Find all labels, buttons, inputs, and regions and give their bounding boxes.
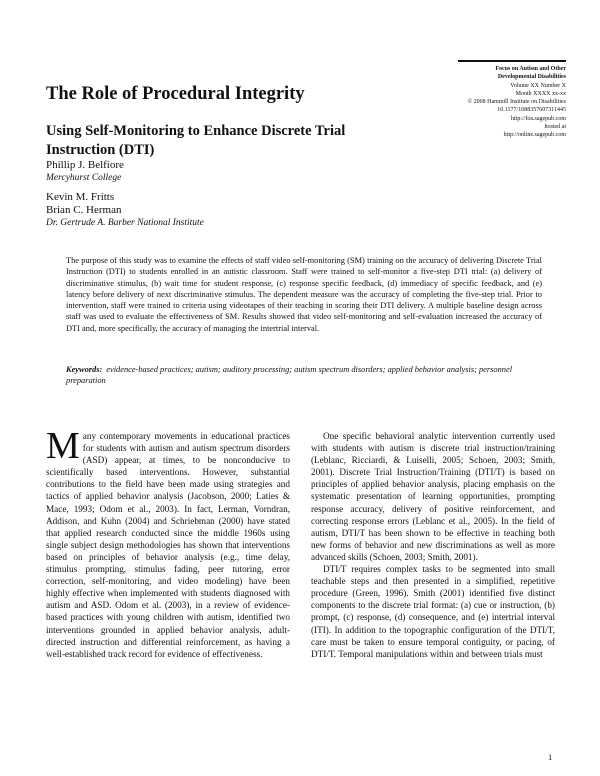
article-subtitle: Using Self-Monitoring to Enhance Discrete Trial Instruction (DTI)	[46, 123, 346, 158]
journal-hosted-url[interactable]: http://online.sagepub.com	[503, 132, 566, 139]
journal-doi: 10.1177/1088357607311445	[497, 107, 566, 114]
author-name: Kevin M. Fritts	[46, 191, 115, 203]
body-column-left	[46, 425, 290, 660]
drop-cap: M	[46, 425, 80, 467]
journal-info	[458, 60, 566, 140]
body-column-right	[311, 430, 555, 660]
author-name: Phillip J. Belfiore	[46, 159, 124, 171]
author-name: Brian C. Herman	[46, 204, 122, 216]
paragraph-text: any contemporary movements in educational practices for students with autism and autism spectrum disorders (ASD) appear, at times, to be nonconducive to scientifically based interventions. However, substantial contributions to the field have been made using strategies and tactics of applied behavior analysis (Jacobson, 2000; Laties & Mace, 1993; Odom et al., 2003). In fact, Lerman, Vorndran, Addison, and Kuhn (2004) and Schriebman (2000) have stated that applied research conducted since the middle 1960s using single subject design methodologies has shown that interventions based on principles of behavior analysis (e.g., time delay, stimulus prompting, stimulus fading, peer tutoring, error correction, self-monitoring, and video modeling) have been highly effective when implemented with students diagnosed with autism and ASD. Odom et al. (2003), in a review of evidence-based practices with young children with autism, identified two interventions grounded in applied behavior analysis, adult-directed instruction and differential reinforcement, as having a well-established track record for evidence of effectiveness.	[46, 431, 290, 659]
journal-date: Month XXXX xx-xx	[515, 90, 566, 97]
page-number: 1	[548, 752, 553, 762]
journal-name: Focus on Autism and Other Developmental Disabilities	[495, 66, 566, 81]
journal-copyright: © 2008 Hammill Institute on Disabilities	[467, 99, 566, 106]
journal-url[interactable]: http://foa.sagepub.com	[511, 115, 566, 122]
keywords-text: evidence-based practices; autism; auditory processing; autism spectrum disorders; applied behavior analysis; personnel preparation	[66, 365, 513, 386]
author-affiliation: Dr. Gertrude A. Barber National Institute	[46, 218, 204, 228]
journal-volume: Volume XX Number X	[510, 82, 566, 89]
author-block	[46, 159, 204, 230]
article-title: The Role of Procedural Integrity	[46, 84, 305, 104]
author-affiliation: Mercyhurst College	[46, 173, 122, 183]
body-paragraph: DTI/T requires complex tasks to be segmented into small teachable steps and then presented in a simplified, repetitive procedure (Green, 1996). Smith (2001) identified five distinct components to the discrete trial format: (a) cue or instruction, (b) prompt, (c) response, (d) consequence, and (e) intertrial interval (ITI). In addition to the topographic configuration of the DTI/T, care must be taken to ensure temporal contiguity, or pacing, of DTI/T. Temporal manipulations within and between trials must	[311, 564, 555, 659]
journal-hosted-at: hosted at	[544, 124, 566, 131]
keywords-label: Keywords:	[66, 365, 103, 374]
body-paragraph: One specific behavioral analytic intervention currently used with students with autism is discrete trial instruction/training (Leblanc, Ricciardi, & Luiselli, 2005; Schoen, 2003; Smith, 2001). Discrete Trial Instruction/Training (DTI/T) is based on principles of applied behavior analysis, placing emphasis on the systematic presentation of learning opportunities, prompting response accuracy, delivery of positive reinforcement, and correcting response errors (Leblanc et al., 2005). In the field of autism, DTI/T has been shown to be effective in teaching both new forms of behavior and new discriminations as well as more advanced skills (Schoen, 2003; Smith, 2001).	[311, 431, 555, 562]
keywords	[66, 364, 542, 387]
body-paragraph	[46, 425, 290, 660]
abstract: The purpose of this study was to examine the effects of staff video self-monitoring (SM) training on the accuracy of delivering Discrete Trial Instruction (DTI) to students enrolled in an autistic classroom. Staff were trained to self-monitor a five-step DTI trial: (a) delivery of discriminative stimulus, (b) wait time for student response, (c) response specific feedback, (d) immediacy of specific feedback, and (e) latency before delivery of next discriminative stimulus. The dependent measure was the accuracy of completing the five-step trial. Prior to intervention, staff were trained to criteria using videotapes of their teaching in scoring their DTI delivery. A multiple baseline design across staff was used to evaluate the effectiveness of SM. Results showed that video self-monitoring and self-evaluation increased the accuracy of DTI and, more specifically, the accuracy of managing the intertrial interval.	[66, 256, 542, 333]
